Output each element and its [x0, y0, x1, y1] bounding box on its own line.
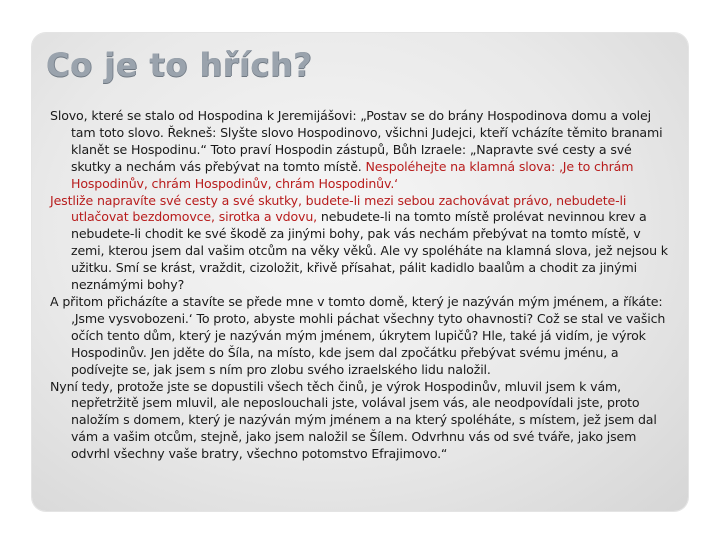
slide-title: Co je to hřích?: [46, 46, 313, 84]
paragraph-3-text: A přitom přicházíte a stavíte se přede mne v tomto domě, který je nazýván mým jménem, a říkáte: ‚Jsme vysvobozeni.‘ To proto, abyste mohli páchat všechny tyto ohavnosti? Což se stal ve vašich očích tento dům, který je nazýván mým jménem, úkrytem lupičů? Hle, také já vidím, je výrok Hospodinův. Jen jděte do Šíla, na místo, kde jsem dal zpočátku přebývat svému jménu, a podívejte se, jak jsem s ním pro zlobu svého izraelského lidu naložil.: [50, 293, 666, 377]
paragraph-3: [50, 294, 670, 379]
paragraph-2-text-end: nebudete-li na tomto místě prolévat nevinnou krev a nebudete-li chodit ke své škodě za jinými bohy, pak vás nechám přebývat na tomto místě, v zemi, kterou jsem dal vašim otcům na věky věků. Ale vy spoléháte na klamná slova, jež nejsou k užitku. Smí se krást, vraždit, cizoložit, křivě přísahat, pálit kadidlo baalům a chodit za jinými neznámými bohy?: [71, 209, 668, 293]
slide-body: [50, 108, 670, 463]
paragraph-2-emphasis: Jestliže napravíte své cesty a své skutky, budete-li mezi sebou zachovávat právo, nebudete-li utlačovat bezdomovce, sirotka a vdovu,: [50, 192, 627, 225]
paragraph-2: [50, 193, 670, 294]
paragraph-1: [50, 108, 670, 193]
paragraph-1-text: Slovo, které se stalo od Hospodina k Jeremijášovi: „Postav se do brány Hospodinova domu a volej tam toto slovo. Řekneš: Slyšte slovo Hospodinovo, všichni Judejci, kteří vcházíte těmito branami klanět se Hospodinu.“ Toto praví Hospodin zástupů, Bůh Izraele: „Napravte své cesty a své skutky a nechám vás přebývat na tomto místě.: [50, 108, 663, 174]
paragraph-4-text: Nyní tedy, protože jste se dopustili všech těch činů, je výrok Hospodinův, mluvil jsem k vám, nepřetržitě jsem mluvil, ale neposlouchali jste, volával jsem vás, ale neodpovídali jste, proto naložím s domem, který je nazýván mým jménem a na který spoléháte, s místem, jež jsem dal vám a vašim otcům, stejně, jako jsem naložil se Šílem. Odvrhnu vás od své tváře, jako jsem odvrhl všechny vaše bratry, všechno potomstvo Efrajimovo.“: [50, 378, 657, 462]
paragraph-4: [50, 379, 670, 464]
paragraph-1-emphasis: Nespoléhejte na klamná slova: ‚Je to chrám Hospodinův, chrám Hospodinův, chrám Hospodinův.‘: [71, 158, 634, 191]
